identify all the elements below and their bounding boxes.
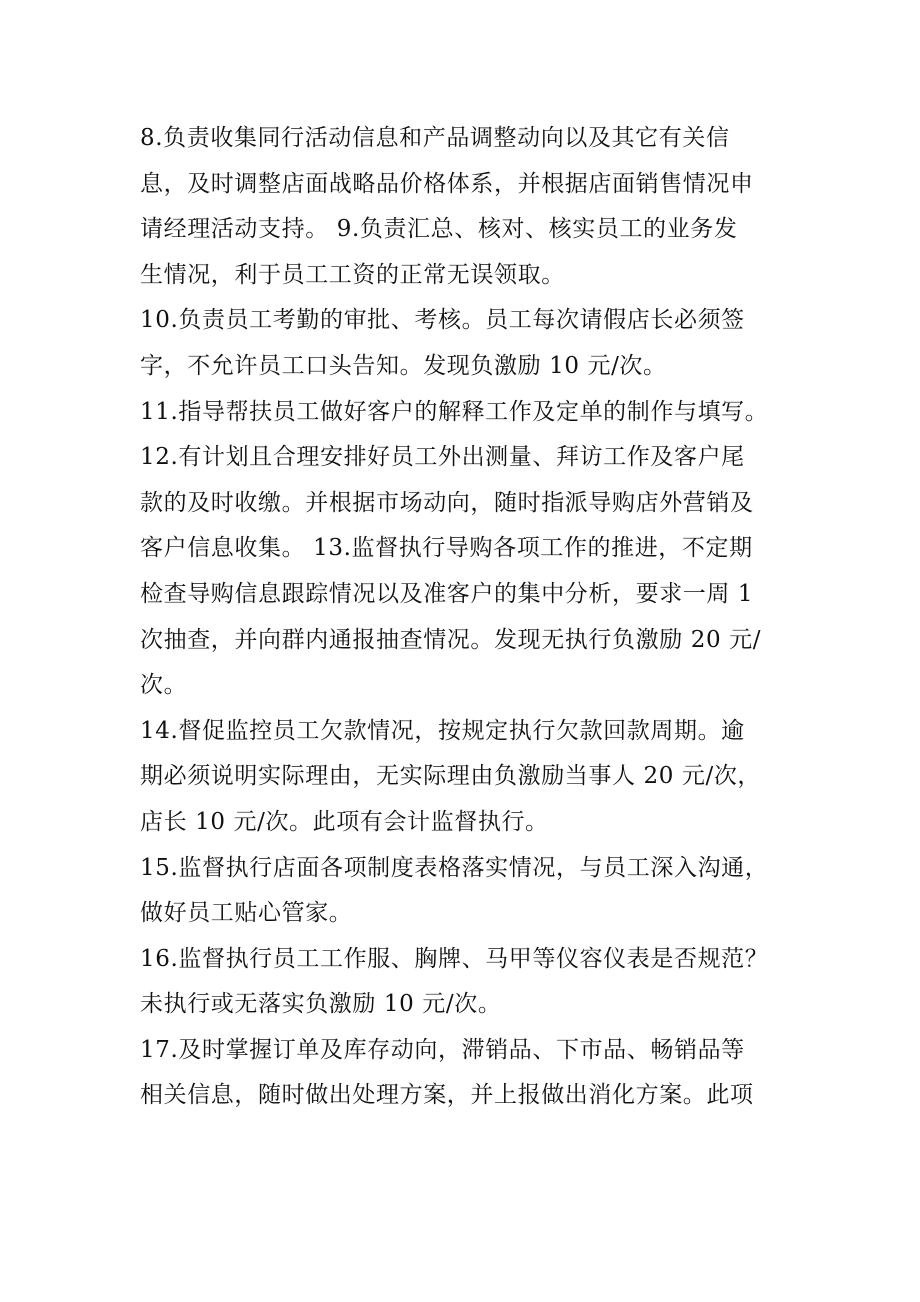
- text-line: 11.指导帮扶员工做好客户的解释工作及定单的制作与填写。: [140, 398, 769, 425]
- text-line: 10.负责员工考勤的审批、考核。员工每次请假店长必须签: [140, 307, 745, 334]
- text-line: 息，及时调整店面战略品价格体系，并根据店面销售情况申: [140, 170, 754, 197]
- text-line: 客户信息收集。 13.监督执行导购各项工作的推进，不定期: [140, 535, 753, 562]
- text-line: 12.有计划且合理安排好员工外出测量、拜访工作及客户尾: [140, 444, 745, 471]
- text-line: 字，不允许员工口头告知。发现负激励 10 元/次。: [140, 352, 667, 379]
- text-line: 期必须说明实际理由，无实际理由负激励当事人 20 元/次，: [140, 763, 762, 790]
- text-line: 未执行或无落实负激励 10 元/次。: [140, 991, 502, 1018]
- text-line: 17.及时掌握订单及库存动向，滞销品、下市品、畅销品等: [140, 1036, 745, 1063]
- text-line: 做好员工贴心管家。: [140, 900, 353, 927]
- text-line: 16.监督执行员工工作服、胸牌、马甲等仪容仪表是否规范？: [140, 945, 769, 972]
- text-line: 检查导购信息跟踪情况以及准客户的集中分析，要求一周 1: [140, 580, 754, 607]
- text-line: 8.负责收集同行活动信息和产品调整动向以及其它有关信: [140, 125, 730, 151]
- text-line: 请经理活动支持。 9.负责汇总、核对、核实员工的业务发: [140, 216, 738, 243]
- text-line: 款的及时收缴。并根据市场动向，随时指派导购店外营销及: [140, 489, 754, 516]
- text-line: 次。: [140, 672, 188, 699]
- text-line: 相关信息，随时做出处理方案，并上报做出消化方案。此项: [140, 1082, 754, 1109]
- document-body: [140, 116, 810, 1119]
- text-line: 店长 10 元/次。此项有会计监督执行。: [140, 808, 549, 835]
- text-line: 次抽查，并向群内通报抽查情况。发现无执行负激励 20 元/: [140, 626, 762, 653]
- text-line: 14.督促监控员工欠款情况，按规定执行欠款回款周期。逾: [140, 717, 745, 744]
- text-line: 生情况，利于员工工资的正常无误领取。: [140, 261, 565, 288]
- text-line: 15.监督执行店面各项制度表格落实情况，与员工深入沟通，: [140, 854, 769, 881]
